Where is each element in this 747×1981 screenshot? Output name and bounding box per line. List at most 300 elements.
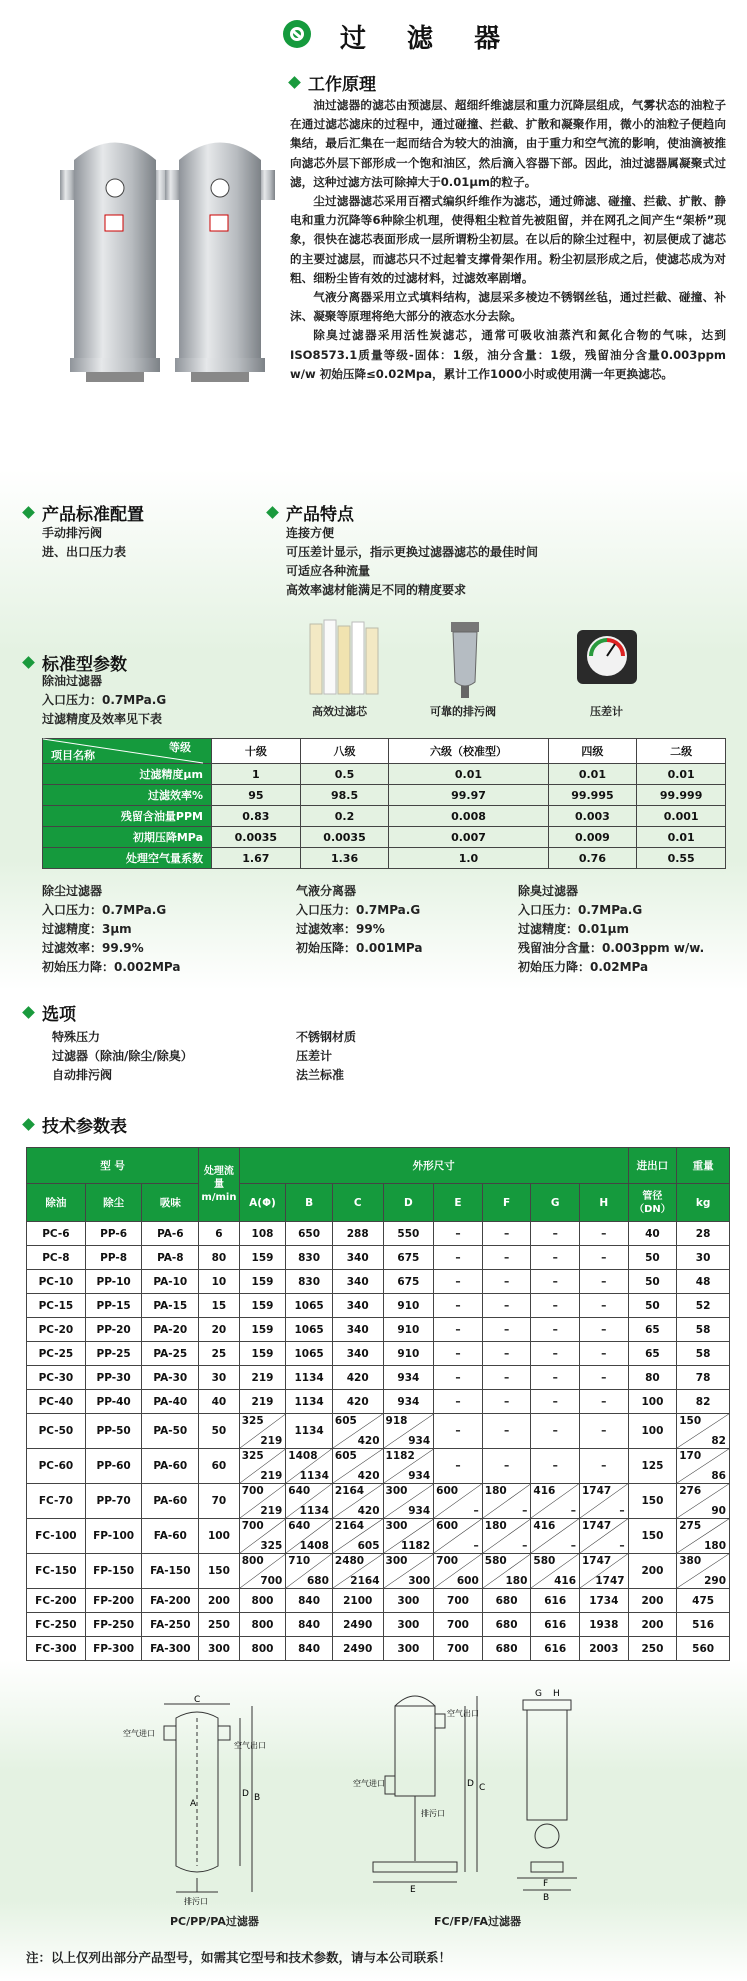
label-h: H [553,1689,560,1699]
table-cell: 40 [628,1222,677,1246]
principle-paragraph: 除臭过滤器采用活性炭滤芯，通常可吸收油蒸汽和氮化合物的气味，达到ISO8573.1质量等级-固体：1级，油分含量：1级，残留油分含量0.003ppm w/w 初始压降≤0.02Mpa，累计工作1000小时或使用满一年更换滤芯。 [290,328,726,381]
table-cell: – [482,1222,531,1246]
table-cell [580,1519,629,1554]
table-cell: 300 [199,1637,240,1661]
cell-bottom-value: 1134 [299,1505,329,1517]
cell-top-value: 325 [241,1415,264,1427]
table-cell: – [531,1318,580,1342]
header-b: B [286,1184,333,1222]
drawing-pc [123,1695,278,1906]
cell-top-value: 380 [679,1555,702,1567]
cell-top-value: 605 [334,1450,357,1462]
page-title: 过 滤 器 [340,24,517,54]
filter-name: 除尘过滤器 [42,884,103,898]
cell-top-value: 710 [288,1555,311,1567]
table-cell: 616 [531,1589,580,1613]
filter-line: 过滤效率：99% [296,922,385,936]
cell-top-value: 416 [533,1520,556,1532]
table-cell: PC-6 [27,1222,86,1246]
filter-line: 入口压力：0.7MPa.G [42,903,167,917]
table-cell [383,1449,434,1484]
table-cell: 420 [332,1366,383,1390]
caption-drain-valve: 可靠的排污阀 [430,705,496,718]
config-list [42,524,126,562]
table-cell: 840 [286,1589,333,1613]
table-cell [482,1554,531,1589]
table-cell: PC-25 [27,1342,86,1366]
params-line: 除油过滤器 [42,674,103,688]
table-row [27,1294,730,1318]
header-h: H [580,1184,629,1222]
label-air-in-right: 空气进口 [353,1779,385,1788]
cell-bottom-value: – [570,1540,576,1552]
header-weight: 重量 [677,1148,730,1184]
table-cell: 2490 [332,1637,383,1661]
table-cell: 58 [677,1342,730,1366]
cell-top-value: 300 [385,1485,408,1497]
table-cell: 200 [628,1589,677,1613]
table-cell: PA-8 [142,1246,199,1270]
table-cell: 0.007 [389,827,548,848]
table-cell: 550 [383,1222,434,1246]
table-cell: 0.76 [548,848,637,869]
cell-top-value: 640 [288,1520,311,1532]
filter-line: 入口压力：0.7MPa.G [518,903,643,917]
table-cell: 100 [199,1519,240,1554]
table-cell: FP-250 [85,1613,142,1637]
table-cell: 340 [332,1318,383,1342]
cell-top-value: 180 [484,1520,507,1532]
table-cell: 680 [482,1589,531,1613]
table-cell: 99.97 [389,785,548,806]
table-cell [239,1484,286,1519]
table-cell: FA-150 [142,1554,199,1589]
filter-spec-dust [42,882,180,977]
table-cell: PC-40 [27,1390,86,1414]
table-cell: – [580,1246,629,1270]
table-cell: 680 [482,1637,531,1661]
options-right [296,1028,356,1085]
cell-bottom-value: 2164 [350,1575,380,1587]
table-cell: 65 [628,1342,677,1366]
table-cell: – [434,1449,483,1484]
table-cell: – [531,1390,580,1414]
table-cell: 910 [383,1318,434,1342]
diamond-bullet-icon [22,656,35,669]
grade-header: 二级 [637,739,726,764]
header-kg: kg [677,1184,730,1222]
diamond-bullet-icon [22,1118,35,1131]
table-cell: 1134 [286,1390,333,1414]
table-cell: 2100 [332,1589,383,1613]
table-cell: 800 [239,1589,286,1613]
table-cell [383,1519,434,1554]
table-cell: – [580,1390,629,1414]
table-cell: 1734 [580,1589,629,1613]
table-row [43,827,726,848]
cell-bottom-value: 180 [505,1575,528,1587]
cell-top-value: 918 [385,1415,408,1427]
drain-valve-image [445,620,485,700]
table-cell: – [434,1270,483,1294]
table-cell: – [531,1270,580,1294]
table-cell: 0.0035 [300,827,389,848]
row-label: 残留含油量PPM [43,806,212,827]
cell-bottom-value: – [619,1505,625,1517]
cell-bottom-value: 416 [554,1575,576,1587]
label-c-right: C [479,1783,486,1793]
table-row [27,1366,730,1390]
table-cell: 0.01 [548,764,637,785]
table-row [27,1554,730,1589]
label-drain: 排污口 [184,1897,208,1906]
table-cell: 910 [383,1294,434,1318]
table-cell: FA-60 [142,1519,199,1554]
cell-top-value: 600 [436,1485,459,1497]
cell-bottom-value: 600 [456,1575,479,1587]
table-row [27,1222,730,1246]
row-label: 过滤精度μm [43,764,212,785]
table-cell [580,1554,629,1589]
table-cell: – [580,1318,629,1342]
features-heading-text: 产品特点 [286,505,354,525]
cell-top-value: 700 [436,1555,459,1567]
header-a: A(Φ) [239,1184,286,1222]
header-dn: 管径（DN） [628,1184,677,1222]
table-cell: 108 [239,1222,286,1246]
table-cell: FA-200 [142,1589,199,1613]
cell-bottom-value: 680 [306,1575,329,1587]
table-cell: 0.008 [389,806,548,827]
table-cell: 250 [628,1637,677,1661]
table-row [27,1318,730,1342]
table-cell: 200 [199,1589,240,1613]
table-cell: – [482,1414,531,1449]
label-c: C [194,1695,201,1705]
table-row [27,1414,730,1449]
table-row [43,806,726,827]
table-header-row [27,1148,730,1184]
table-cell: 20 [199,1318,240,1342]
filter-cartridge-image [306,618,386,700]
table-cell [286,1449,333,1484]
tech-heading [24,1112,127,1137]
table-cell [239,1519,286,1554]
table-cell [239,1414,286,1449]
table-cell: 700 [434,1589,483,1613]
principle-paragraph: 油过滤器的滤芯由预滤层、超细纤维滤层和重力沉降层组成，气雾状态的油粒子在通过滤芯滤床的过程中，通过碰撞、拦截、扩散和凝聚作用，微小的油粒子便趋向集结，最后汇集在一起而结合为较大的油滴，由于重力和空气流的影响，使油滴被推向滤芯外层下部形成一个饱和油区，然后滴入容器下部。因此，油过滤器属凝聚式过滤，这种过滤方法可除掉大于0.01μm的粒子。 [290,98,726,189]
header-dims: 外形尺寸 [239,1148,628,1184]
table-cell: 50 [628,1246,677,1270]
table-cell [677,1414,730,1449]
table-cell: PA-40 [142,1390,199,1414]
cell-bottom-value: 325 [260,1540,283,1552]
table-row [27,1270,730,1294]
table-cell: 300 [383,1637,434,1661]
table-cell: 52 [677,1294,730,1318]
table-cell: 50 [628,1294,677,1318]
table-cell: 840 [286,1637,333,1661]
header-port: 进出口 [628,1148,677,1184]
grade-header: 八级 [300,739,389,764]
table-cell: FP-100 [85,1519,142,1554]
table-cell: – [482,1246,531,1270]
header-flow: 处理流量m/min [199,1148,240,1222]
table-cell: – [434,1390,483,1414]
table-cell: – [434,1318,483,1342]
config-heading [24,500,144,525]
table-cell: 150 [628,1484,677,1519]
grade-table [42,738,726,869]
table-cell: – [482,1390,531,1414]
table-cell [239,1449,286,1484]
table-cell: 15 [199,1294,240,1318]
table-cell: 98.5 [300,785,389,806]
cell-bottom-value: 420 [357,1435,380,1447]
table-cell [332,1484,383,1519]
principle-paragraph: 气液分离器采用立式填料结构，滤层采多棱边不锈钢丝毡，通过拦截、碰撞、补沫、凝聚等原理将绝大部分的液态水分去除。 [290,290,726,324]
table-cell: 159 [239,1246,286,1270]
cell-top-value: 1747 [582,1520,612,1532]
table-row [27,1449,730,1484]
cell-top-value: 416 [533,1485,556,1497]
cell-bottom-value: 86 [711,1470,726,1482]
cell-top-value: 300 [385,1520,408,1532]
table-cell: 340 [332,1342,383,1366]
cell-bottom-value: 1747 [595,1575,625,1587]
cell-bottom-value: 219 [260,1435,283,1447]
table-cell: – [531,1246,580,1270]
filter-line: 初始压力降：0.002MPa [42,960,181,974]
cell-top-value: 275 [679,1520,702,1532]
feature-item: 可适应各种流量 [286,564,371,578]
table-cell: PC-30 [27,1366,86,1390]
table-cell: 1.67 [212,848,301,869]
table-cell: 1065 [286,1342,333,1366]
table-cell: 28 [677,1222,730,1246]
table-cell: – [580,1449,629,1484]
table-cell: 830 [286,1246,333,1270]
table-cell: PA-60 [142,1484,199,1519]
table-cell: FA-250 [142,1613,199,1637]
table-cell: 0.55 [637,848,726,869]
drawing-fc [355,1686,590,1906]
cell-bottom-value: 300 [408,1575,431,1587]
features-heading [268,500,354,525]
table-cell: 934 [383,1390,434,1414]
table-cell: 934 [383,1366,434,1390]
table-cell: 1938 [580,1613,629,1637]
cell-top-value: 1182 [385,1450,415,1462]
cell-top-value: 276 [679,1485,702,1497]
cell-top-value: 1747 [582,1485,612,1497]
table-cell: – [482,1366,531,1390]
table-cell: 50 [628,1270,677,1294]
table-cell [286,1554,333,1589]
table-row [43,739,726,764]
table-cell: 340 [332,1294,383,1318]
table-cell: 616 [531,1637,580,1661]
table-cell: PA-20 [142,1318,199,1342]
filter-line: 过滤效率：99.9% [42,941,144,955]
table-cell: 340 [332,1246,383,1270]
footer-note: 注：以上仅列出部分产品型号，如需其它型号和技术参数，请与本公司联系！ [26,1950,452,1965]
options-heading [24,1000,76,1025]
table-cell: FC-200 [27,1589,86,1613]
table-cell: 1134 [286,1366,333,1390]
label-b: B [254,1793,261,1803]
table-cell: – [580,1222,629,1246]
table-cell: PA-30 [142,1366,199,1390]
cell-bottom-value: 82 [711,1435,726,1447]
table-cell: – [434,1414,483,1449]
table-cell: PP-60 [85,1449,142,1484]
table-cell: FC-100 [27,1519,86,1554]
table-cell: 60 [199,1449,240,1484]
cell-bottom-value: 934 [408,1505,431,1517]
option-item: 特殊压力 [52,1030,101,1044]
table-cell [434,1519,483,1554]
table-cell: 1.36 [300,848,389,869]
table-cell: PP-50 [85,1414,142,1449]
diamond-bullet-icon [288,76,301,89]
row-label: 过滤效率% [43,785,212,806]
table-row [43,785,726,806]
config-item: 手动排污阀 [42,526,103,540]
grade-header: 十级 [212,739,301,764]
table-cell: 0.0035 [212,827,301,848]
header-e: E [434,1184,483,1222]
table-cell [383,1484,434,1519]
grade-header: 六级（校准型） [389,739,548,764]
table-cell [531,1554,580,1589]
header-odor: 吸味 [142,1184,199,1222]
table-cell: PP-10 [85,1270,142,1294]
label-g: G [535,1689,542,1699]
feature-item: 连接方便 [286,526,335,540]
cell-bottom-value: 219 [260,1505,283,1517]
table-cell [531,1484,580,1519]
table-cell: 1065 [286,1294,333,1318]
cell-bottom-value: – [619,1540,625,1552]
cell-bottom-value: 219 [260,1470,283,1482]
cell-bottom-value: 1182 [400,1540,431,1552]
diamond-bullet-icon [22,506,35,519]
filter-line: 残留油分含量：0.003ppm w/w. [518,941,705,955]
filter-line: 过滤精度：3μm [42,922,132,936]
table-row [27,1519,730,1554]
label-f: F [543,1879,549,1889]
table-cell: PP-40 [85,1390,142,1414]
filter-spec-odor [518,882,704,977]
table-cell: – [531,1222,580,1246]
table-cell: – [531,1342,580,1366]
table-cell: – [434,1222,483,1246]
cell-bottom-value: 934 [408,1470,431,1482]
table-cell: 82 [677,1390,730,1414]
cell-bottom-value: 290 [704,1575,726,1587]
table-cell: 6 [199,1222,240,1246]
option-item: 压差计 [296,1049,333,1063]
table-row [27,1342,730,1366]
table-cell: 0.01 [389,764,548,785]
filter-line: 初始压力降：0.02MPa [518,960,649,974]
table-cell: 30 [677,1246,730,1270]
tech-heading-text: 技术参数表 [42,1117,127,1137]
label-drain-right: 排污口 [421,1809,445,1818]
table-cell: FP-200 [85,1589,142,1613]
table-header-row [27,1184,730,1222]
table-cell: 1.0 [389,848,548,869]
table-cell: PP-6 [85,1222,142,1246]
caption-fc: FC/FP/FA过滤器 [434,1915,521,1928]
filter-tank-right [165,143,275,383]
table-cell: FP-300 [85,1637,142,1661]
config-heading-text: 产品标准配置 [42,505,144,525]
table-row [43,848,726,869]
table-cell: PP-8 [85,1246,142,1270]
table-cell: PP-20 [85,1318,142,1342]
cell-bottom-value: 700 [260,1575,283,1587]
principle-heading-text: 工作原理 [308,75,376,95]
table-cell [286,1484,333,1519]
table-cell: FP-150 [85,1554,142,1589]
table-cell: 560 [677,1637,730,1661]
table-cell: PC-8 [27,1246,86,1270]
table-cell: 840 [286,1613,333,1637]
table-cell: 0.001 [637,806,726,827]
table-cell: – [580,1294,629,1318]
filter-line: 入口压力：0.7MPa.G [296,903,421,917]
cell-bottom-value: – [522,1505,528,1517]
table-cell: – [482,1294,531,1318]
table-cell: 159 [239,1270,286,1294]
table-cell: 200 [628,1554,677,1589]
table-cell: FC-70 [27,1484,86,1519]
table-cell: 675 [383,1246,434,1270]
label-a: A [190,1799,197,1809]
principle-heading [290,70,376,95]
table-cell: PC-15 [27,1294,86,1318]
params-line: 入口压力：0.7MPa.G [42,693,167,707]
table-cell: 830 [286,1270,333,1294]
table-cell: 150 [199,1554,240,1589]
logo-icon [283,20,311,48]
table-cell [580,1484,629,1519]
header-g: G [531,1184,580,1222]
table-cell: PC-60 [27,1449,86,1484]
table-cell: 2490 [332,1613,383,1637]
option-item: 过滤器（除油/除尘/除臭） [52,1049,193,1063]
table-cell [383,1414,434,1449]
filter-name: 气液分离器 [296,884,357,898]
header-oil: 除油 [27,1184,86,1222]
cell-top-value: 600 [436,1520,459,1532]
label-d: D [242,1789,249,1799]
table-cell: 99.995 [548,785,637,806]
header-model: 型 号 [27,1148,199,1184]
table-row [43,764,726,785]
table-cell [677,1449,730,1484]
cell-top-value: 2480 [334,1555,365,1567]
product-photo [60,130,280,395]
option-item: 不锈钢材质 [296,1030,357,1044]
table-row [27,1613,730,1637]
cell-top-value: 180 [484,1485,507,1497]
table-cell: 100 [628,1414,677,1449]
label-air-out: 空气出口 [234,1741,266,1750]
label-e: E [410,1885,416,1895]
